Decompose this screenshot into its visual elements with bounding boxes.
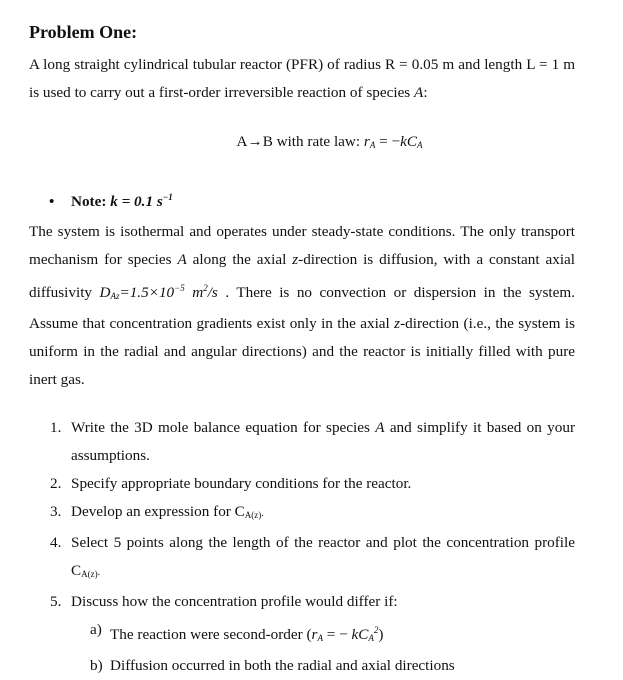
list-number: 1. bbox=[50, 419, 62, 436]
bullet-icon: • bbox=[49, 193, 55, 210]
note-bullet bbox=[49, 192, 173, 211]
intro-line-2: = 1 m is used to carry out a first-order irreversible reaction of species bbox=[29, 56, 576, 101]
body-text-3: -direction is diffusion, with a constant axial diffusivity bbox=[29, 251, 576, 301]
diffusivity-value: =1.5×10 bbox=[119, 284, 175, 301]
body-z-2: z bbox=[394, 315, 401, 332]
rate-equals: = − bbox=[322, 626, 352, 643]
reactant-A: A bbox=[236, 133, 248, 150]
body-paragraph bbox=[29, 218, 575, 394]
note-exponent: −1 bbox=[162, 192, 173, 202]
sub-task-text: Diffusion occurred in both the radial and axial directions bbox=[110, 657, 455, 674]
rate-kc-subscript: A bbox=[416, 140, 423, 150]
body-species: A bbox=[177, 251, 187, 268]
note-value: = 0.1 s bbox=[117, 193, 163, 210]
sub-list-letter: a) bbox=[90, 621, 102, 638]
problem-heading: Problem One: bbox=[29, 22, 138, 42]
rate-kc-subscript: A bbox=[368, 633, 374, 643]
task-subscript: A(z) bbox=[81, 569, 98, 579]
sub-task-label: The reaction were second-order ( bbox=[110, 626, 312, 643]
list-item bbox=[50, 414, 575, 470]
rate-subscript: A bbox=[369, 140, 376, 150]
task-text-end: and simplify it based on your assumptions. bbox=[71, 419, 575, 464]
diffusivity-unit-exponent: 2 bbox=[203, 283, 208, 293]
task-text: Specify appropriate boundary conditions for the reactor. bbox=[71, 475, 412, 492]
diffusivity-unit-2: /s bbox=[207, 284, 218, 301]
list-item bbox=[50, 470, 575, 498]
task-period: . bbox=[97, 567, 101, 578]
task-subscript: A(z) bbox=[244, 510, 262, 520]
sub-list-item bbox=[50, 616, 575, 652]
intro-species: A bbox=[414, 84, 424, 101]
sub-list-item bbox=[50, 652, 575, 680]
list-number: 4. bbox=[50, 534, 62, 551]
close-paren: ) bbox=[378, 626, 384, 643]
note-label: Note: bbox=[71, 193, 111, 210]
body-text-2: along the axial bbox=[186, 251, 293, 268]
list-item bbox=[50, 529, 575, 588]
list-item bbox=[50, 588, 575, 616]
sub-task-text bbox=[90, 616, 575, 652]
intro-colon: : bbox=[423, 84, 428, 101]
rate-law-label: B with rate law: bbox=[262, 133, 364, 150]
task-species: A bbox=[375, 419, 385, 436]
reaction-equation bbox=[0, 133, 623, 151]
note-k: k bbox=[110, 193, 118, 210]
task-period: . bbox=[261, 508, 264, 519]
list-number: 3. bbox=[50, 503, 62, 520]
task-text: Write the 3D mole balance equation for species bbox=[71, 419, 376, 436]
rate-kc: kC bbox=[400, 133, 417, 150]
reaction-arrow-icon: → bbox=[247, 133, 263, 150]
intro-paragraph bbox=[29, 51, 575, 107]
body-text-5: -direction (i.e., the system is uniform in the radial and angular directions) and the reactor is initially filled with pure inert gas. bbox=[29, 315, 575, 388]
rate-exponent: 2 bbox=[373, 625, 379, 635]
sub-list-letter: b) bbox=[90, 657, 103, 674]
body-text-1: The system is isothermal and operates under steady-state conditions. The only transport mechanism for species bbox=[29, 223, 575, 268]
diffusivity-subscript: Az bbox=[110, 291, 120, 301]
diffusivity-symbol: D bbox=[99, 284, 111, 301]
task-list bbox=[50, 414, 575, 680]
rate-equals: = − bbox=[375, 133, 401, 150]
rate-kc: kC bbox=[351, 626, 369, 643]
intro-line-1: A long straight cylindrical tubular reactor (PFR) of radius R = 0.05 m and length L bbox=[29, 56, 535, 73]
list-number: 2. bbox=[50, 475, 62, 492]
list-item bbox=[50, 498, 575, 529]
body-text-4: . There is no convection or dispersion in the system. Assume that concentration gradients exist only in the axial bbox=[29, 284, 576, 332]
task-text: Discuss how the concentration profile would differ if: bbox=[71, 593, 398, 610]
rate-symbol: r bbox=[363, 133, 370, 150]
list-number: 5. bbox=[50, 593, 62, 610]
diffusivity-exponent: −5 bbox=[174, 283, 185, 293]
task-text: Select 5 points along the length of the reactor and plot the concentration profile C bbox=[71, 534, 575, 579]
task-text: Develop an expression for C bbox=[71, 503, 245, 520]
rate-subscript: A bbox=[317, 633, 323, 643]
rate-symbol: r bbox=[311, 626, 318, 643]
body-z: z bbox=[292, 251, 299, 268]
diffusivity-unit: m bbox=[184, 284, 204, 301]
